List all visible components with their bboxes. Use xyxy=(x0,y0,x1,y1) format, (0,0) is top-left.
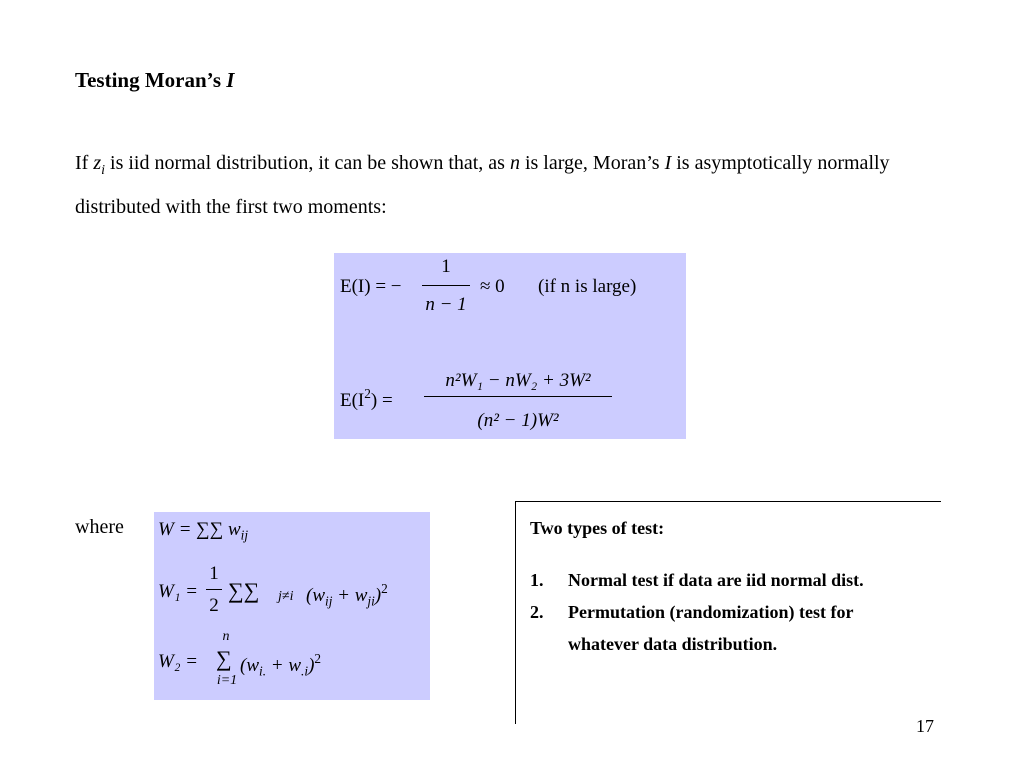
w1-denominator: 2 xyxy=(209,595,219,616)
w-definition xyxy=(158,520,248,542)
item-text-continued: whatever data distribution. xyxy=(568,634,778,654)
expectation-denominator: n − 1 xyxy=(425,294,467,315)
item-text: Normal test if data are iid normal dist. xyxy=(568,570,864,590)
w1-sub-ji: ji xyxy=(367,593,375,609)
w2-sub-doti: .i xyxy=(301,663,309,679)
second-moment-denominator: (n² − 1)W² xyxy=(477,410,559,431)
slide-title xyxy=(75,68,234,93)
w-definition-sub: ij xyxy=(240,527,249,543)
w2-body-close: ) xyxy=(308,654,315,676)
para-text: is iid normal distribution, it can be shown that, as xyxy=(105,152,510,174)
where-label: where xyxy=(75,516,124,538)
item-number: 1. xyxy=(530,570,544,590)
w1-numerator: 1 xyxy=(209,563,219,584)
second-moment-fraction-line xyxy=(424,396,612,397)
expectation-approx: ≈ 0 xyxy=(480,276,505,297)
test-types-panel xyxy=(515,501,941,724)
intro-paragraph xyxy=(75,145,955,225)
second-moment-lhs xyxy=(340,387,393,410)
w1-fraction-line xyxy=(206,589,222,590)
para-var-I: I xyxy=(664,152,672,174)
para-var-z: z xyxy=(93,152,102,174)
second-moment-numerator: n²W₁ − nW₂ + 3W² xyxy=(445,370,591,391)
w-definition-text: W = ∑∑ w xyxy=(158,519,241,540)
page-number: 17 xyxy=(916,716,934,736)
w1-square: 2 xyxy=(381,581,388,596)
para-var-n: n xyxy=(509,152,520,174)
w1-double-sum: ∑∑ xyxy=(228,578,260,603)
second-moment-lhs-end: ) = xyxy=(370,389,393,411)
w1-sub-ij: ij xyxy=(325,593,333,609)
item-number: 2. xyxy=(530,602,544,622)
w2-body-plus: + w xyxy=(266,654,302,676)
expectation-numerator: 1 xyxy=(441,256,451,277)
para-sub-i: i xyxy=(101,162,106,178)
para-text: is asymptotically normally distributed with the first two moments: xyxy=(75,152,890,218)
w1-sum-condition: j≠i xyxy=(278,589,294,604)
slide-title-text: Testing Moran’s xyxy=(75,68,227,92)
expectation-lhs: E(I) = − xyxy=(340,276,402,297)
w2-lhs: W₂ = xyxy=(158,651,199,672)
weights-definition-box xyxy=(154,512,430,700)
expectation-fraction-line xyxy=(422,285,470,286)
w2-sum-lower: i=1 xyxy=(216,673,238,688)
w2-sum: ∑ xyxy=(216,646,232,671)
w2-sum-upper: n xyxy=(222,629,230,644)
w1-body-close: ) xyxy=(374,584,382,606)
para-text: is large, Moran’s xyxy=(519,152,665,174)
w2-sub-idot: i. xyxy=(259,663,267,679)
w2-body-open: (w xyxy=(240,654,259,676)
second-moment-lhs-e: E(I xyxy=(340,389,365,411)
w1-body xyxy=(306,582,388,608)
slide-title-variable: I xyxy=(226,68,235,92)
test-types-title: Two types of test: xyxy=(530,518,665,538)
w2-body xyxy=(240,652,321,678)
w2-square: 2 xyxy=(314,651,322,666)
w1-lhs: W₁ = xyxy=(158,581,199,602)
para-text: If xyxy=(75,152,94,174)
w1-body-plus: + w xyxy=(332,584,368,606)
expectation-note: (if n is large) xyxy=(538,276,637,297)
moments-formula-box xyxy=(334,253,686,439)
w1-body-open: (w xyxy=(306,584,325,606)
second-moment-lhs-square: 2 xyxy=(364,386,371,401)
item-text: Permutation (randomization) test for xyxy=(568,602,854,622)
